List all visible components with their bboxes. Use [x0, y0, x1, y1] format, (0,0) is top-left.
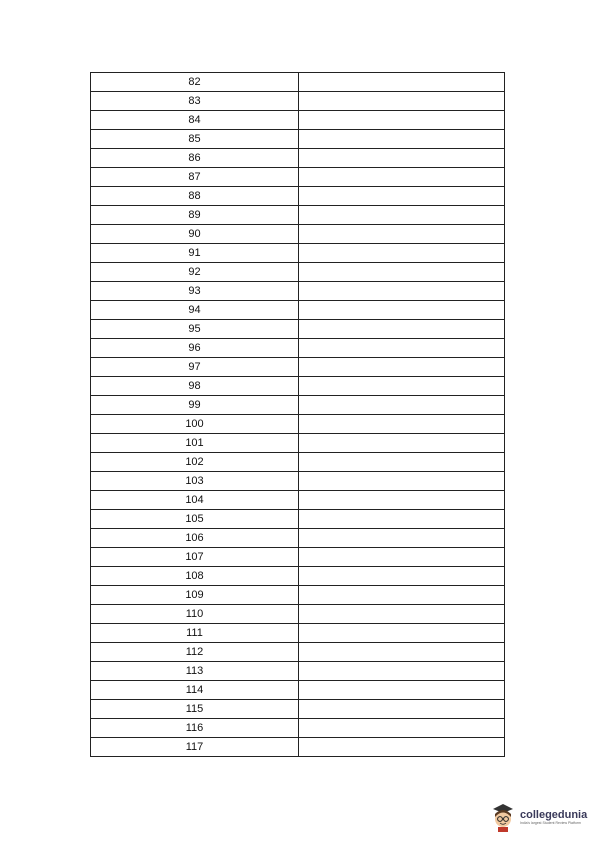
answer-cell [299, 320, 505, 339]
table-row [91, 92, 505, 111]
table-row [91, 377, 505, 396]
table-row [91, 320, 505, 339]
question-number-cell: 114 [91, 681, 299, 700]
answer-cell [299, 282, 505, 301]
question-number-cell: 88 [91, 187, 299, 206]
question-number-cell: 103 [91, 472, 299, 491]
question-number-cell: 82 [91, 73, 299, 92]
question-number-cell: 116 [91, 719, 299, 738]
table-row [91, 586, 505, 605]
table-row [91, 453, 505, 472]
question-number-cell: 91 [91, 244, 299, 263]
question-number-cell: 102 [91, 453, 299, 472]
question-number-cell: 89 [91, 206, 299, 225]
table-row [91, 624, 505, 643]
answer-cell [299, 624, 505, 643]
table-row [91, 738, 505, 757]
question-number-cell: 90 [91, 225, 299, 244]
answer-cell [299, 225, 505, 244]
table-body [91, 73, 505, 757]
table-row [91, 396, 505, 415]
table-row [91, 681, 505, 700]
question-number-cell: 110 [91, 605, 299, 624]
answer-cell [299, 130, 505, 149]
question-number-cell: 117 [91, 738, 299, 757]
table-row [91, 339, 505, 358]
answer-cell [299, 510, 505, 529]
table-row [91, 643, 505, 662]
answer-cell [299, 548, 505, 567]
table-row [91, 529, 505, 548]
answer-cell [299, 700, 505, 719]
answer-cell [299, 662, 505, 681]
student-mascot-icon [490, 802, 516, 832]
answer-cell [299, 586, 505, 605]
answer-cell [299, 719, 505, 738]
logo-name: collegedunia [520, 808, 588, 821]
answer-cell [299, 301, 505, 320]
question-number-cell: 86 [91, 149, 299, 168]
question-number-cell: 84 [91, 111, 299, 130]
answer-cell [299, 377, 505, 396]
answer-cell [299, 472, 505, 491]
answer-cell [299, 263, 505, 282]
question-number-cell: 115 [91, 700, 299, 719]
question-number-cell: 101 [91, 434, 299, 453]
answer-cell [299, 415, 505, 434]
question-number-cell: 96 [91, 339, 299, 358]
table-row [91, 111, 505, 130]
question-number-cell: 100 [91, 415, 299, 434]
answer-cell [299, 339, 505, 358]
question-number-cell: 85 [91, 130, 299, 149]
table-row [91, 263, 505, 282]
logo-tagline: India's largest Student Review Platform [520, 820, 581, 825]
table-row [91, 548, 505, 567]
table-row [91, 662, 505, 681]
table-row [91, 244, 505, 263]
question-number-cell: 99 [91, 396, 299, 415]
question-number-cell: 105 [91, 510, 299, 529]
question-number-cell: 94 [91, 301, 299, 320]
question-number-cell: 83 [91, 92, 299, 111]
answer-table [90, 72, 505, 757]
table-row [91, 206, 505, 225]
table-row [91, 358, 505, 377]
question-number-cell: 92 [91, 263, 299, 282]
answer-cell [299, 168, 505, 187]
answer-cell [299, 149, 505, 168]
answer-cell [299, 92, 505, 111]
table-row [91, 434, 505, 453]
table-row [91, 225, 505, 244]
answer-cell [299, 244, 505, 263]
table-row [91, 719, 505, 738]
answer-cell [299, 529, 505, 548]
answer-cell [299, 605, 505, 624]
question-number-cell: 109 [91, 586, 299, 605]
table-row [91, 510, 505, 529]
table-row [91, 282, 505, 301]
answer-cell [299, 358, 505, 377]
table-row [91, 130, 505, 149]
question-number-cell: 106 [91, 529, 299, 548]
table-row [91, 472, 505, 491]
answer-cell [299, 453, 505, 472]
table-row [91, 149, 505, 168]
question-number-cell: 113 [91, 662, 299, 681]
answer-cell [299, 643, 505, 662]
table-row [91, 605, 505, 624]
question-number-cell: 95 [91, 320, 299, 339]
answer-cell [299, 187, 505, 206]
table-row [91, 700, 505, 719]
answer-cell [299, 111, 505, 130]
question-number-cell: 97 [91, 358, 299, 377]
answer-cell [299, 681, 505, 700]
collegedunia-logo [490, 800, 590, 834]
table-row [91, 73, 505, 92]
answer-cell [299, 738, 505, 757]
table-row [91, 415, 505, 434]
table-row [91, 491, 505, 510]
question-number-cell: 98 [91, 377, 299, 396]
answer-cell [299, 206, 505, 225]
question-number-cell: 111 [91, 624, 299, 643]
question-number-cell: 104 [91, 491, 299, 510]
question-number-cell: 107 [91, 548, 299, 567]
answer-cell [299, 491, 505, 510]
question-number-cell: 87 [91, 168, 299, 187]
question-number-cell: 93 [91, 282, 299, 301]
answer-cell [299, 396, 505, 415]
question-number-cell: 108 [91, 567, 299, 586]
answer-cell [299, 73, 505, 92]
table-row [91, 187, 505, 206]
table-row [91, 567, 505, 586]
question-number-cell: 112 [91, 643, 299, 662]
answer-cell [299, 434, 505, 453]
table-row [91, 301, 505, 320]
answer-cell [299, 567, 505, 586]
table-row [91, 168, 505, 187]
